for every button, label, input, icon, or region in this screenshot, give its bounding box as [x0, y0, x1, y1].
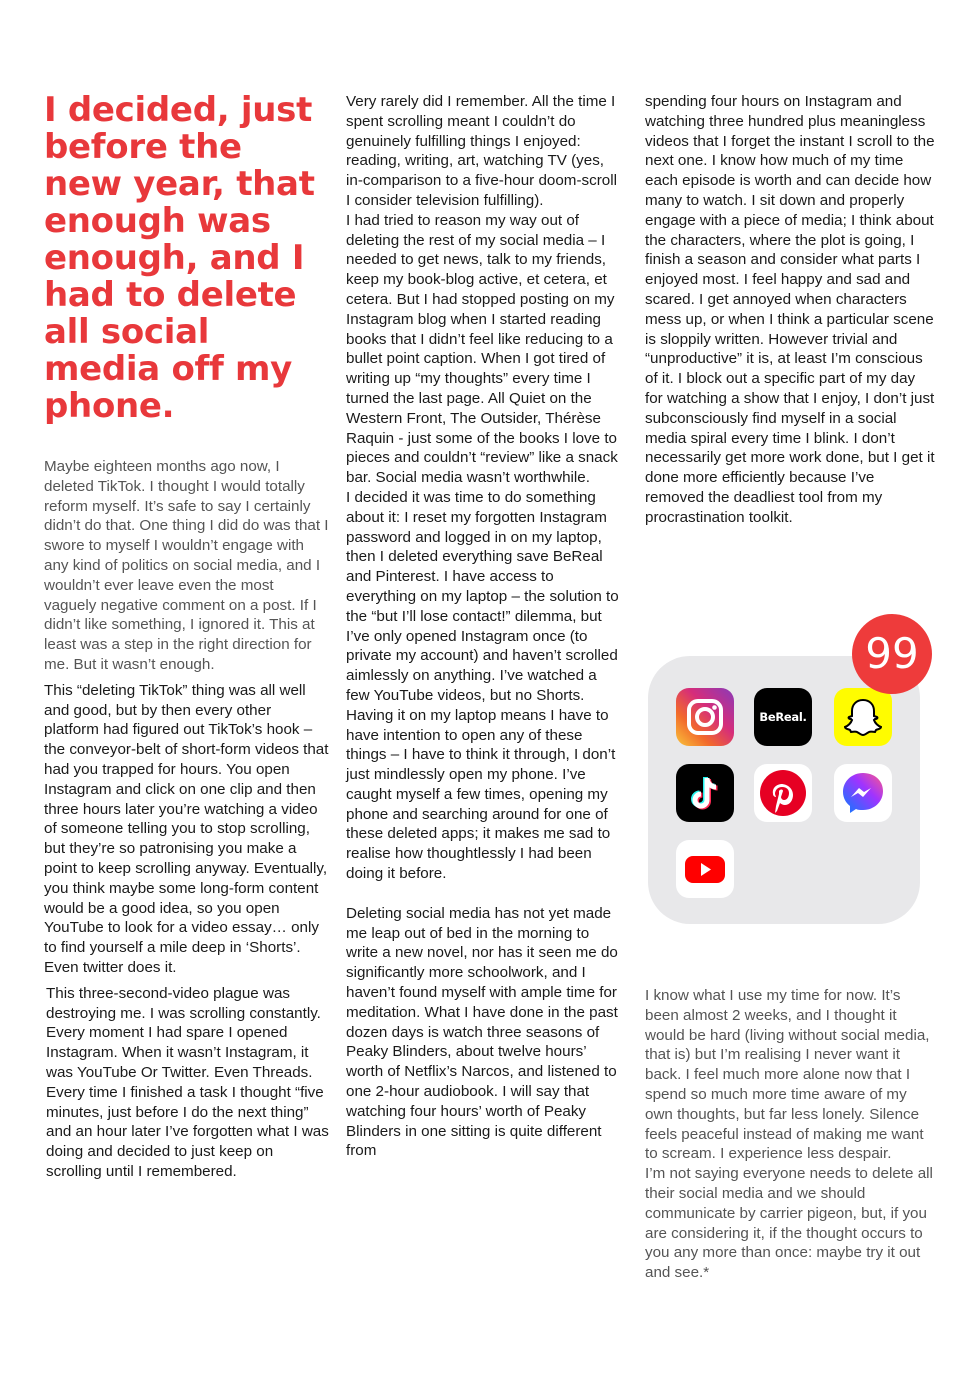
instagram-icon	[676, 688, 734, 746]
paragraph: I had tried to reason my way out of deleting the rest of my social media – I needed to get news, talk to my friends, keep my book-blog active, et cetera, et cetera. But I had stopped posting on my Instagram blog when I started reading books that I didn’t feel like reducing to a bullet point caption. When I got tired of writing up “my thoughts” every time I turned the last page. All Quiet on the Western Front, The Outsider, Thérèse Raquin - just some of the books I love to pieces and couldn’t “review” like a snack bar. Social media wasn’t worthwhile.	[346, 211, 618, 487]
column-1	[44, 92, 329, 1182]
paragraph: Deleting social media has not yet made me leap out of bed in the morning to write a new novel, nor has it seen me do significantly more schoolwork, and I haven’t found myself with ample time for meditation. What I have done in the past dozen days is watch three seasons of Peaky Blinders, about twelve hours’ worth of Netflix’s Narcos, and listened to one 2-hour audiobook. I will say that watching four hours’ worth of Peaky Blinders in one sitting is quite different from	[346, 904, 618, 1160]
app-folder-illustration	[648, 656, 920, 924]
paragraph: I decided it was time to do something about it: I reset my forgotten Instagram password and logged in on my laptop, then I deleted everything save BeReal and Pinterest. I have access to everything on my laptop – the solution to the “but I’ll lose contact!” dilemma, but I’ve only opened Instagram once (to private my account) and haven’t scrolled aimlessly on anything. I’ve watched a few YouTube videos, but no Shorts. Having it on my laptop means I have to have intention to open any of these things – I have to think it through, I don’t just mindlessly open my phone. I’ve caught myself a few times, opening my phone and searching around for one of these deleted apps; it makes me sad to realise how thoughtlessly I had been doing it before.	[346, 488, 619, 883]
column-3-bottom	[645, 986, 935, 1283]
tiktok-icon	[676, 764, 734, 822]
column-3	[645, 92, 935, 528]
paragraph: Very rarely did I remember. All the time I spent scrolling meant I couldn’t do genuinely fulfilling things I enjoyed: reading, writing, art, watching TV (yes, in-comparison to a five-hour doom-scroll I consider television fulfilling).	[346, 93, 617, 209]
snapchat-icon	[834, 688, 892, 746]
paragraph: I’m not saying everyone needs to delete all their social media and we should communicate by carrier pigeon, but, if you are considering it, if the thought occurs to you any more than once: maybe try it out and see.*	[645, 1165, 933, 1282]
bereal-label: BeReal.	[759, 710, 807, 724]
paragraph: I know what I use my time for now. It’s been almost 2 weeks, and I thought it would be hard (living without social media, that is) but I’m realising I never want it back. I feel much more alone now that I spend so much more time aware of my own thoughts, but far less lonely. Silence feels peaceful instead of making me want to scream. I experience less despair.	[645, 987, 930, 1163]
headline: I decided, just before the new year, that enough was enough, and I had to delete all social media off my phone.	[44, 90, 315, 426]
column-2	[346, 92, 622, 1161]
paragraph: This three-second-video plague was destroying me. I was scrolling constantly. Every moment I had spare I opened Instagram. When it wasn’t Instagram, it was YouTube Or Twitter. Even Threads. Every time I finished a task I thought “five minutes, just before I do the next thing” and an hour later I’ve forgotten what I was doing and decided to just keep on scrolling until I remembered.	[46, 984, 329, 1180]
notification-badge: 99	[852, 614, 932, 694]
paragraph: spending four hours on Instagram and watching three hundred plus meaningless videos that I forget the instant I scroll to the next one. I know how much of my time each episode is worth and can decide how many to watch. I sit down and properly engage with a piece of media; I think about the characters, where the plot is going, I finish a season and consider what parts I enjoyed most. I feel happy and sad and scared. I get annoyed when characters mess up, or when I think a particular scene is sloppily written. However trivial and “unproductive” it is, at least I’m conscious of it. I block out a specific part of my day for watching a show that I enjoy, I don’t just subconsciously find myself in a social media spiral every time I blink. I don’t necessarily get more work done, but I get it done more efficiently because I’ve removed the deadliest tool from my procrastination toolkit.	[645, 93, 935, 526]
paragraph: This “deleting TikTok” thing was all well and good, but by then every other platform had figured out TikTok’s hook – the conveyor-belt of short-form videos that had you trapped for hours. You open Instagram and click on one clip and then three hours later you’re watching a video of someone telling you to stop scrolling, but they’re so patronising you make a point to keep scrolling anyway. Eventually, you think maybe some long-form content would be a good idea, so you open YouTube to look for a video essay… only to find yourself a mile deep in ‘Shorts’. Even twitter does it.	[44, 681, 329, 976]
messenger-icon	[834, 764, 892, 822]
paragraph: Maybe eighteen months ago now, I deleted TikTok. I thought I would totally reform myself. It’s safe to say I certainly didn’t do that. One thing I did do was that I swore to myself I wouldn’t engage with any kind of politics on social media, and I wouldn’t ever leave even the most vaguely negative comment on a post. If I didn’t like something, I ignored it. This at least was a step in the right direction for me. But it wasn’t enough.	[44, 458, 329, 673]
bereal-icon	[754, 688, 812, 746]
youtube-icon	[676, 840, 734, 898]
pinterest-icon	[754, 764, 812, 822]
